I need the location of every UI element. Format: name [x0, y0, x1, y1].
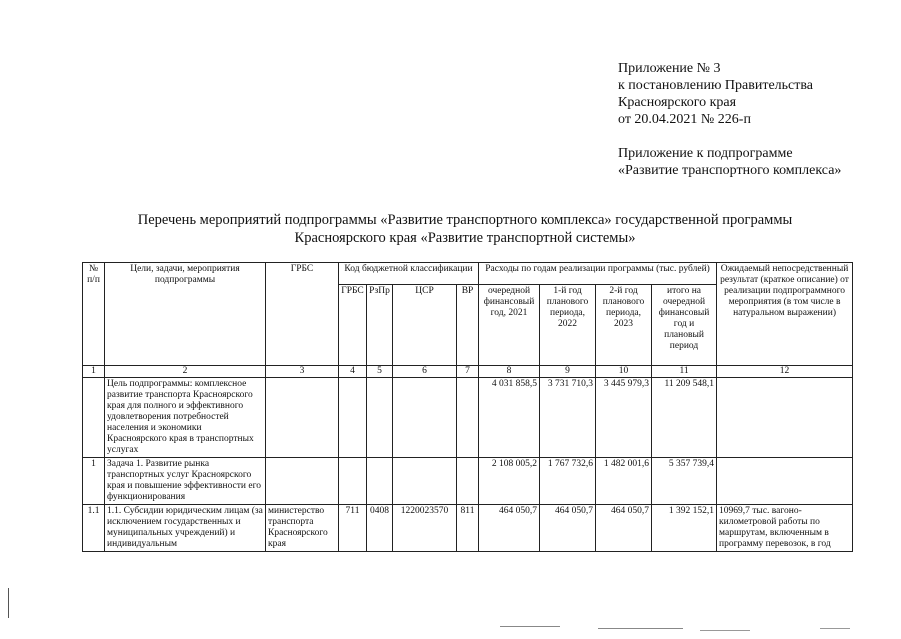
subheader-current-year: очередной финансовый год, 2021 — [479, 285, 540, 366]
column-number: 12 — [717, 366, 853, 378]
row-csr: 1220023570 — [393, 505, 457, 552]
row-csr — [393, 458, 457, 505]
row-amount-2021: 4 031 858,5 — [479, 378, 540, 458]
column-number: 2 — [105, 366, 266, 378]
scan-artifact — [8, 588, 9, 618]
row-rzpr — [367, 378, 393, 458]
row-vr — [457, 378, 479, 458]
row-vr: 811 — [457, 505, 479, 552]
table-row — [83, 458, 853, 505]
row-num — [83, 378, 105, 458]
row-amount-2021: 464 050,7 — [479, 505, 540, 552]
appendix-line: Приложение № 3 — [618, 61, 721, 76]
column-number: 7 — [457, 366, 479, 378]
row-csr — [393, 378, 457, 458]
document-title — [60, 211, 870, 247]
header-num: № п/п — [83, 263, 105, 366]
row-num: 1 — [83, 458, 105, 505]
column-number: 10 — [596, 366, 652, 378]
appendix-line: Красноярского края — [618, 95, 737, 110]
subheader-total: итого на очередной финансовый год и плановый период — [652, 285, 717, 366]
title-line: Перечень мероприятий подпрограммы «Развитие транспортного комплекса» государственной программы — [137, 212, 793, 228]
row-amount-total: 1 392 152,1 — [652, 505, 717, 552]
scan-artifact — [500, 626, 560, 627]
row-result — [717, 458, 853, 505]
subheader-csr: ЦСР — [393, 285, 457, 366]
row-amount-2023: 1 482 001,6 — [596, 458, 652, 505]
subheader-rzpr: РзПр — [367, 285, 393, 366]
row-goal: 1.1. Субсидии юридическим лицам (за исключением государственных и муниципальных учреждений) и индивидуальным — [105, 505, 266, 552]
column-number: 3 — [266, 366, 339, 378]
row-amount-2021: 2 108 005,2 — [479, 458, 540, 505]
row-grbs-code: 711 — [339, 505, 367, 552]
row-result — [717, 378, 853, 458]
row-amount-2022: 1 767 732,6 — [540, 458, 596, 505]
header-goals: Цели, задачи, мероприятия подпрограммы — [105, 263, 266, 366]
header-budget-code: Код бюджетной классификации — [339, 263, 479, 285]
column-number: 6 — [393, 366, 457, 378]
appendix-line: Приложение к подпрограмме — [618, 146, 793, 161]
scan-artifact — [820, 628, 850, 629]
row-rzpr: 0408 — [367, 505, 393, 552]
row-amount-total: 5 357 739,4 — [652, 458, 717, 505]
activities-table — [82, 262, 853, 552]
row-amount-2023: 3 445 979,3 — [596, 378, 652, 458]
appendix-line: от 20.04.2021 № 226-п — [618, 112, 751, 127]
column-number: 9 — [540, 366, 596, 378]
row-result: 10969,7 тыс. вагоно-километровой работы по маршрутам, включенным в программу перевозок, в год — [717, 505, 853, 552]
row-amount-total: 11 209 548,1 — [652, 378, 717, 458]
row-amount-2022: 464 050,7 — [540, 505, 596, 552]
column-number: 4 — [339, 366, 367, 378]
row-vr — [457, 458, 479, 505]
row-goal: Задача 1. Развитие рынка транспортных услуг Красноярского края и повышение эффективности его функционирования — [105, 458, 266, 505]
header-result: Ожидаемый непосредственный результат (краткое описание) от реализации подпрограммного мероприятия (в том числе в натуральном выражении) — [717, 263, 853, 366]
header-grbs: ГРБС — [266, 263, 339, 366]
title-line: Красноярского края «Развитие транспортной системы» — [294, 230, 636, 246]
table-row — [83, 505, 853, 552]
row-rzpr — [367, 458, 393, 505]
column-numbers-row — [83, 366, 853, 378]
column-number: 5 — [367, 366, 393, 378]
subheader-grbs: ГРБС — [339, 285, 367, 366]
row-grbs-code — [339, 378, 367, 458]
appendix-line: «Развитие транспортного комплекса» — [618, 163, 842, 178]
subheader-plan-year-2: 2-й год планового периода, 2023 — [596, 285, 652, 366]
row-num: 1.1 — [83, 505, 105, 552]
scan-artifact — [700, 630, 750, 631]
column-number: 11 — [652, 366, 717, 378]
subheader-vr: ВР — [457, 285, 479, 366]
subheader-plan-year-1: 1-й год планового периода, 2022 — [540, 285, 596, 366]
table-row — [83, 378, 853, 458]
scan-artifact — [598, 628, 683, 629]
column-number: 8 — [479, 366, 540, 378]
row-amount-2023: 464 050,7 — [596, 505, 652, 552]
header-expenses: Расходы по годам реализации программы (тыс. рублей) — [479, 263, 717, 285]
row-grbs: министерство транспорта Красноярского края — [266, 505, 339, 552]
appendix-line: к постановлению Правительства — [618, 78, 814, 93]
row-grbs — [266, 378, 339, 458]
appendix-block — [618, 60, 841, 179]
row-goal: Цель подпрограммы: комплексное развитие транспорта Красноярского края для полного и эффективного удовлетворения потребностей населения и экономики Красноярского края в транспортных услугах — [105, 378, 266, 458]
row-amount-2022: 3 731 710,3 — [540, 378, 596, 458]
column-number: 1 — [83, 366, 105, 378]
row-grbs — [266, 458, 339, 505]
row-grbs-code — [339, 458, 367, 505]
